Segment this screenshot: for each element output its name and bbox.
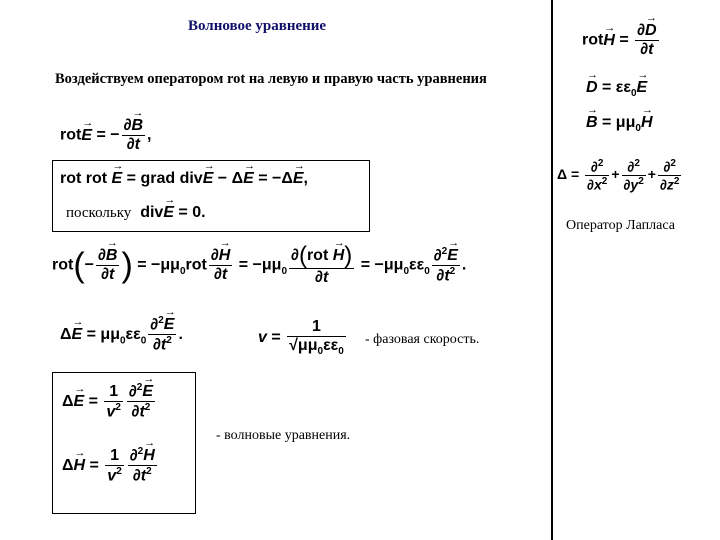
- equation-rot-e: rot→ E = − $\frac{\partial\to B}{\partial t}$ ,: [60, 117, 152, 154]
- equation-b-field: → $B = \mu\mu_0\to H$: [586, 114, 653, 134]
- equation-phase-velocity: v = $\frac{1}{√\mu\mu_0\varepsilon\varepsilon_0}$: [258, 318, 344, 358]
- equation-wave-h: Δ→ H = $\frac{1}{v^2}$ $\frac{\partial^2\to H}{\partial t^2}$: [62, 446, 159, 486]
- equation-wave-e: Δ→ E = $\frac{1}{v^2}$ $\frac{\partial^2\to E}{\partial t^2}$: [62, 382, 157, 422]
- slide-title: Волновое уравнение: [188, 18, 327, 34]
- laplace-operator-label: Оператор Лапласа: [566, 218, 675, 233]
- equation-rot-of-curl: rot(− $\frac{\partial\to B}{\partial t}$ ) = $-\mu\mu_0rot$ $\frac{\partial\to H}{\partial t}$ = $-\mu\mu_0$ $\frac{\text{∂(rot → H)}}{\partial t}$ = $-\mu\mu_0\varepsilon\varepsilon_0$ $\frac{\partial^2\to E}{\partial t^2}$ .: [52, 244, 466, 287]
- equation-d-field: → $D = \varepsilon\varepsilon_0\to E$: [586, 79, 647, 99]
- vertical-divider: [551, 0, 553, 540]
- since-label: поскольку: [66, 205, 132, 221]
- equation-div-zero: поскольку div→ E = 0.: [66, 204, 206, 222]
- phase-velocity-label: - фазовая скорость.: [365, 332, 480, 347]
- equation-rot-rot: rot rot → E = grad div→ E − Δ→ E = −Δ→ E,: [60, 170, 308, 188]
- equation-laplace-e: $\Delta\to E = \mu\mu_0\varepsilon\varepsilon_0$ $\frac{\partial^2\to E}{\partial t^2}$ .: [60, 315, 183, 355]
- equation-laplace-operator: Δ = $\frac{\partial^2}{\partial x^2}$ + $\frac{\partial^2}{\partial y^2}$ + $\frac{\partial^2}{\partial z^2}$: [557, 158, 680, 193]
- equation-rot-h: rot→ H = $\frac{\partial\to D}{\partial t}$: [582, 22, 661, 59]
- wave-equations-label: - волновые уравнения.: [216, 428, 351, 443]
- intro-text: Воздействуем оператором rot на левую и правую часть уравнения: [55, 71, 487, 87]
